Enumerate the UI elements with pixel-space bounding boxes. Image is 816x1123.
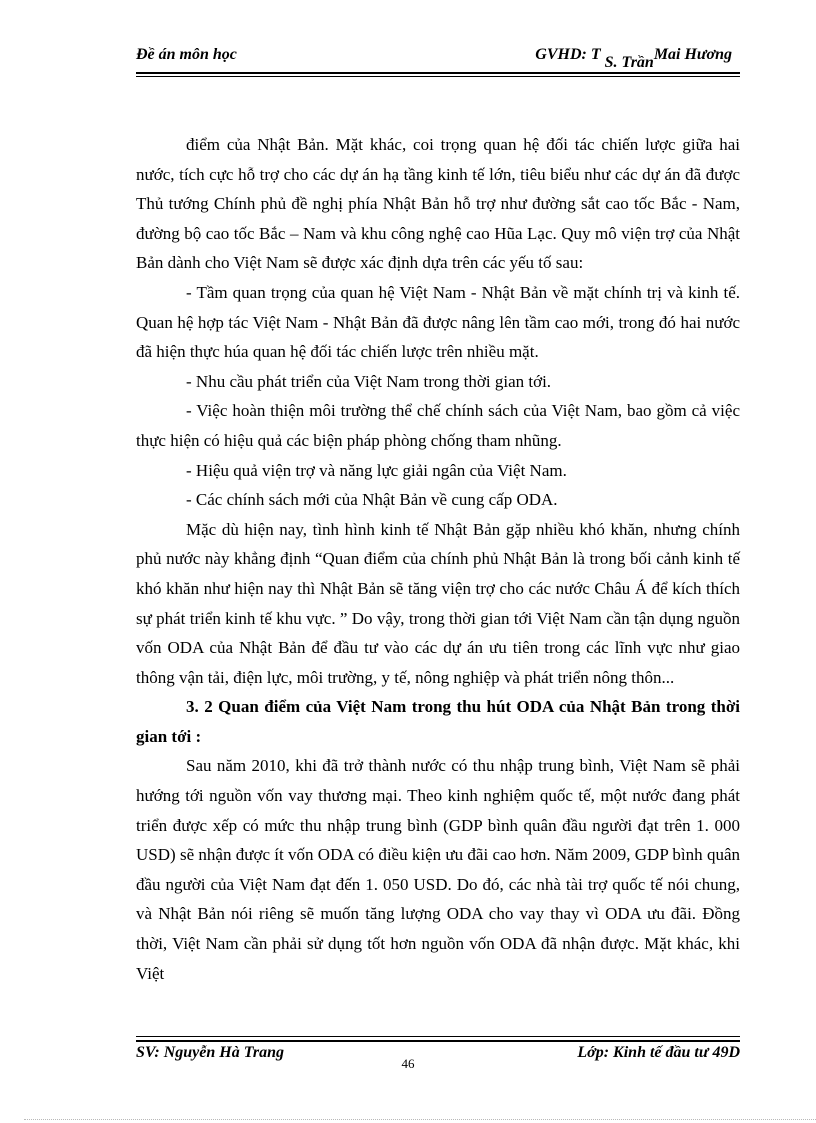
document-body	[136, 130, 740, 988]
bullet-paragraph: - Nhu cầu phát triển của Việt Nam trong thời gian tới.	[186, 371, 552, 391]
page-boundary-dotted-line	[24, 1119, 816, 1120]
header-rule-thick	[136, 72, 740, 74]
paragraph: Sau năm 2010, khi đã trở thành nước có thu nhập trung bình, Việt Nam sẽ phải hướng tới nguồn vốn vay thương mại. Theo kinh nghiệm quốc tế, một nước đang phát triển được xếp có mức thu nhập trung bình (GDP bình quân đầu người đạt trên 1. 000 USD) sẽ nhận được ít vốn ODA có điều kiện ưu đãi cao hơn. Năm 2009, GDP bình quân đầu người của Việt Nam đạt đến 1. 050 USD. Do đó, các nhà tài trợ quốc tế nói chung, và Nhật Bản nói riêng sẽ muốn tăng lượng ODA cho vay thay vì ODA ưu đãi. Đồng thời, Việt Nam cần phải sử dụng tốt hơn nguồn vốn ODA đã nhận được. Mặt khác, khi Việt	[136, 756, 740, 983]
section-heading: 3. 2 Quan điểm của Việt Nam trong thu hút ODA của Nhật Bản trong thời gian tới :	[136, 697, 740, 746]
header-supervisor-name: Mai Hương	[653, 46, 732, 63]
paragraph: Mặc dù hiện nay, tình hình kinh tế Nhật Bản gặp nhiều khó khăn, nhưng chính phủ nước này khẳng định “Quan điểm của chính phủ Nhật Bản là trong bối cảnh kinh tế khó khăn như hiện nay thì Nhật Bản sẽ tăng viện trợ cho các nước Châu Á để kích thích sự phát triển kinh tế khu vực. ” Do vậy, trong thời gian tới Việt Nam cần tận dụng nguồn vốn ODA của Nhật Bản để đầu tư vào các dự án ưu tiên trong các lĩnh vực như giao thông vận tải, điện lực, môi trường, y tế, nông nghiệp và phát triển nông thôn...	[136, 519, 740, 687]
paragraph: điểm của Nhật Bản. Mặt khác, coi trọng quan hệ đối tác chiến lược giữa hai nước, tích cực hỗ trợ cho các dự án hạ tầng kinh tế lớn, tiêu biểu như các dự án đã được Thủ tướng Chính phủ đề nghị phía Nhật Bản hỗ trợ như đường sắt cao tốc Bắc - Nam, đường bộ cao tốc Bắc – Nam và khu công nghệ cao Hũa Lạc. Quy mô viện trợ của Nhật Bản dành cho Việt Nam sẽ được xác định dựa trên các yếu tố sau:	[136, 135, 740, 273]
bullet-paragraph: - Hiệu quả viện trợ và năng lực giải ngân của Việt Nam.	[186, 460, 567, 480]
footer-rule-thin	[136, 1036, 740, 1037]
header-supervisor-title: S. Trần	[604, 54, 654, 71]
bullet-paragraph: - Tầm quan trọng của quan hệ Việt Nam - Nhật Bản về mặt chính trị và kinh tế. Quan hệ hợp tác Việt Nam - Nhật Bản đã được nâng lên tầm cao mới, trong đó hai nước đã hiện thực húa quan hệ đối tác chiến lược trên nhiều mặt.	[136, 282, 740, 362]
header-supervisor	[535, 46, 732, 71]
header-course-title: Đề án môn học	[136, 46, 237, 63]
header-rule-thin	[136, 76, 740, 77]
footer-class-name: Lớp: Kinh tế đầu tư 49D	[577, 1044, 740, 1061]
bullet-paragraph: - Các chính sách mới của Nhật Bản về cung cấp ODA.	[186, 490, 558, 510]
footer-rule-thick	[136, 1040, 740, 1042]
page-number: 46	[401, 1056, 415, 1071]
page-header	[136, 44, 740, 74]
bullet-paragraph: - Việc hoàn thiện môi trường thể chế chính sách của Việt Nam, bao gồm cả việc thực hiện có hiệu quả các biện pháp phòng chống tham nhũng.	[136, 401, 740, 450]
footer-student-name: SV: Nguyễn Hà Trang	[136, 1044, 285, 1061]
header-supervisor-prefix: GVHD: T	[535, 46, 601, 63]
